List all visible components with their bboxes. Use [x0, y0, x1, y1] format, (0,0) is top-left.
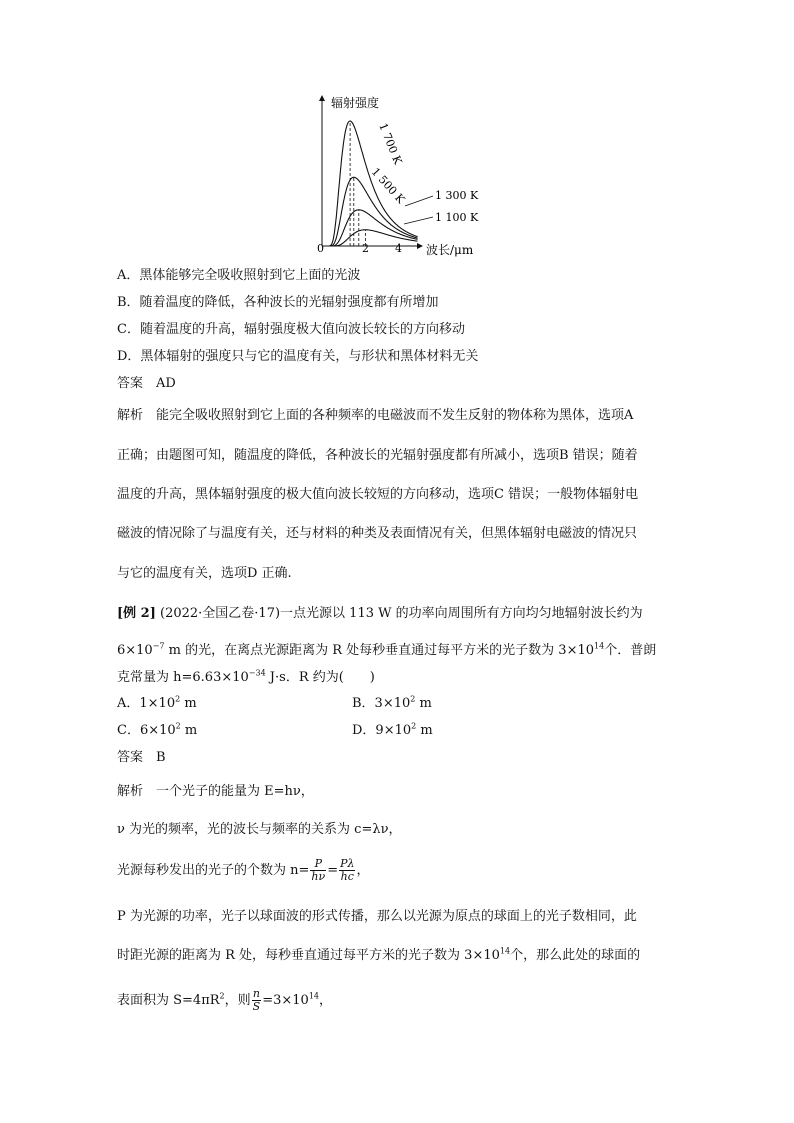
q2-answer: 答案 B [117, 750, 166, 765]
blackbody-figure [0, 0, 794, 270]
x-tick-label: 4 [395, 242, 402, 255]
q1-analysis-line: 磁波的情况除了与温度有关，还与材料的种类及表面情况有关，但黑体辐射电磁波的情况只 [117, 526, 638, 541]
q2-analysis-line: 时距光源的距离为 R 处，每秒垂直通过每平方米的光子数为 $3\times 10^{14}$个，那么此处的球面的 [117, 946, 641, 963]
q2-stem-line2: $6\times 10^{-7}$ m 的光，在离点光源距离为 R 处每秒垂直通过每平方米的光子数为 $3\times 10^{14}$个．普朗 [117, 641, 657, 658]
curve-label: 1 700 K [376, 121, 405, 167]
q2-stem-text: (2022·全国乙卷·17)一点光源以 113 W 的功率向周围所有方向均匀地辐射波长约为 [160, 606, 643, 621]
x-axis-label: 波长/μm [426, 243, 474, 257]
fraction: $\frac{P\lambda}{hc}$ [340, 857, 355, 883]
q2-option-c: C．$6\times 10^2$ m [117, 721, 198, 738]
q2-option-b: B．$3\times 10^2$ m [352, 694, 432, 711]
q2-analysis-line: 表面积为 $S=4\pi R^2$，则 $\frac{n}{S}$ $=3\times 10^{14}$， [117, 987, 333, 1013]
origin-label: 0 [317, 242, 324, 255]
fraction: $\frac{P}{h\nu}$ [311, 857, 326, 883]
q1-option-b: B．随着温度的降低，各种波长的光辐射强度都有所增加 [117, 295, 439, 310]
y-axis-label: 辐射强度 [331, 96, 380, 110]
label-leader [405, 196, 433, 206]
q1-analysis-line: 解析 能完全吸收照射到它上面的各种频率的电磁波而不发生反射的物体称为黑体，选项A [117, 408, 634, 423]
curve-label: 1 300 K [435, 189, 479, 202]
example-tag: [例 2] [117, 606, 156, 621]
q2-analysis-line: P 为光源的功率，光子以球面波的形式传播，那么以光源为原点的球面上的光子数相同，此 [117, 909, 637, 924]
fraction: $\frac{n}{S}$ [252, 987, 261, 1013]
curve-label: 1 500 K [368, 165, 408, 207]
q2-analysis-line: 解析 一个光子的能量为 E=hν， [117, 784, 314, 799]
q2-analysis-line: ν 为光的频率，光的波长与频率的关系为 c=λν， [117, 822, 402, 837]
q2-stem-line1 [117, 606, 643, 622]
q2-analysis-line: 光源每秒发出的光子的个数为 n= $\frac{P}{h\nu}$ = $\frac{P\lambda}{hc}$ ， [117, 857, 370, 883]
q1-answer: 答案 AD [117, 376, 176, 391]
q1-option-a: A．黑体能够完全吸收照射到它上面的光波 [117, 268, 361, 283]
q1-analysis-line: 温度的升高，黑体辐射强度的极大值向波长较短的方向移动，选项C 错误；一般物体辐射电 [117, 487, 639, 502]
q1-option-c: C．随着温度的升高，辐射强度极大值向波长较长的方向移动 [117, 322, 465, 337]
curve-1700K [328, 121, 418, 246]
label-leader [404, 217, 433, 224]
q1-analysis-line: 与它的温度有关，选项D 正确. [117, 566, 292, 581]
q2-option-a: A．$1\times 10^2$ m [117, 694, 197, 711]
x-tick-label: 2 [362, 242, 369, 255]
q1-analysis-line: 正确；由题图可知，随温度的降低，各种波长的光辐射强度都有所减小，选项B 错误；随着 [117, 448, 638, 463]
q2-option-d: D．$9\times 10^2$ m [352, 721, 433, 738]
curve-1100K [328, 230, 418, 246]
q2-stem-line3: 克常量为 $h=6.63\times 10^{-34}$ J·s．R 约为( ) [117, 668, 375, 685]
curve-label: 1 100 K [435, 211, 479, 224]
q1-option-d: D．黑体辐射的强度只与它的温度有关，与形状和黑体材料无关 [117, 349, 479, 364]
